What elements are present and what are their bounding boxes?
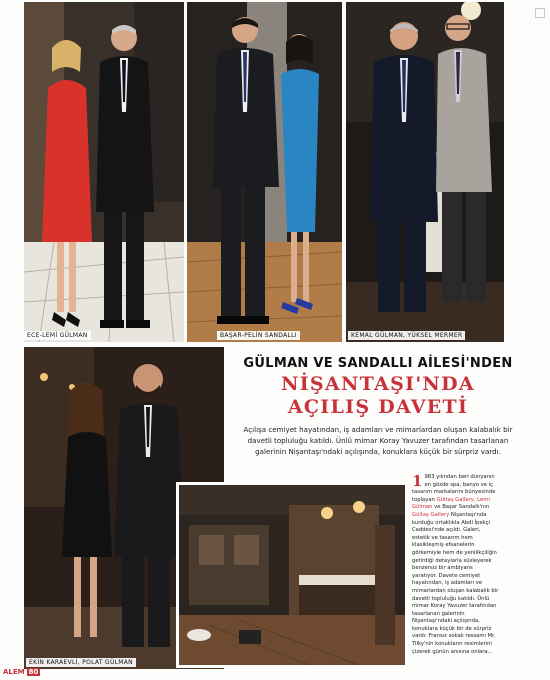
page-number: 80 [28,668,39,676]
body-text-2: ve Başar Sandallı'nın [432,504,490,511]
article-headline-line1: NİŞANTAŞI'NDA [281,373,475,395]
article-body [412,474,499,656]
body-text-3: Nişantaşı'nda kurduğu ortaklıkla Abdi İpekçi Caddesi'nde açıldı. Galeri, estetik ve tasarım hem klasikleşmiş efsanelerin görkemiyle hem de yenilikçiliğin getirdiği detaylarla süsleyerek benzersiz bir ambiyans yaratıyor. Davete cemiyet hayatından, iş adamları ve mimarlardan oluşan kalabalık bir davetli topluluğu katıldı. Ünlü mimar Koray Yavuzer tarafından tasarlanan galerinin Nişantaşı'ndaki açılışında, konuklara küçük bir de sürpriz vardı: Fransız sokak ressamı Mr. Tilky'nin konukların resimlerini çizerek günün anısına onlara... [412,511,499,655]
interior-image [179,485,405,665]
photo3-caption: KEMAL GÜLMAN, YÜKSEL MERMER [348,331,465,340]
article-headline-line2: AÇILIŞ DAVETİ [287,396,469,418]
body-highlight-1: Gültaş Gallery, Lemi Gülman [412,496,490,511]
dropcap: 1 [412,472,423,490]
page-footer [3,668,40,676]
photo3-image [346,2,504,342]
photo4-caption: EKİN KARAEVLİ, POLAT GÜLMAN [26,658,136,667]
photo1-caption: ECE-LEMİ GÜLMAN [24,331,91,340]
photo-basar-pelin-sandalli [187,2,342,342]
photo-gallery-interior [176,482,408,668]
photo-kemal-gulman-yuksel-mermer [346,2,504,342]
photo-ece-lemi-gulman [24,2,184,342]
photo2-caption: BAŞAR-PELİN SANDALLI [217,331,300,340]
body-text-1: 983 yılından beri dünyanın en gözde spa, banyo ve iç tasarım markalarını bünyesinde toplayan [412,474,496,503]
article-supertitle: GÜLMAN VE SANDALLI AİLESİ'NDEN [243,356,513,371]
photo2-image [187,2,342,342]
article-deck: Açılışa cemiyet hayatından, iş adamları ve mimarlardan oluşan kalabalık bir davetli topluluğu katıldı. Ünlü mimar Koray Yavuzer tarafından tasarlanan galerinin Nişantaşı'ndaki açılışında, konuklara küçük bir sürpriz vardı. [243,425,513,456]
body-highlight-2: Gültaş Gallery [412,511,450,518]
photo1-image [24,2,184,342]
magazine-brand: ALEM [3,668,25,676]
registration-mark [535,8,545,18]
